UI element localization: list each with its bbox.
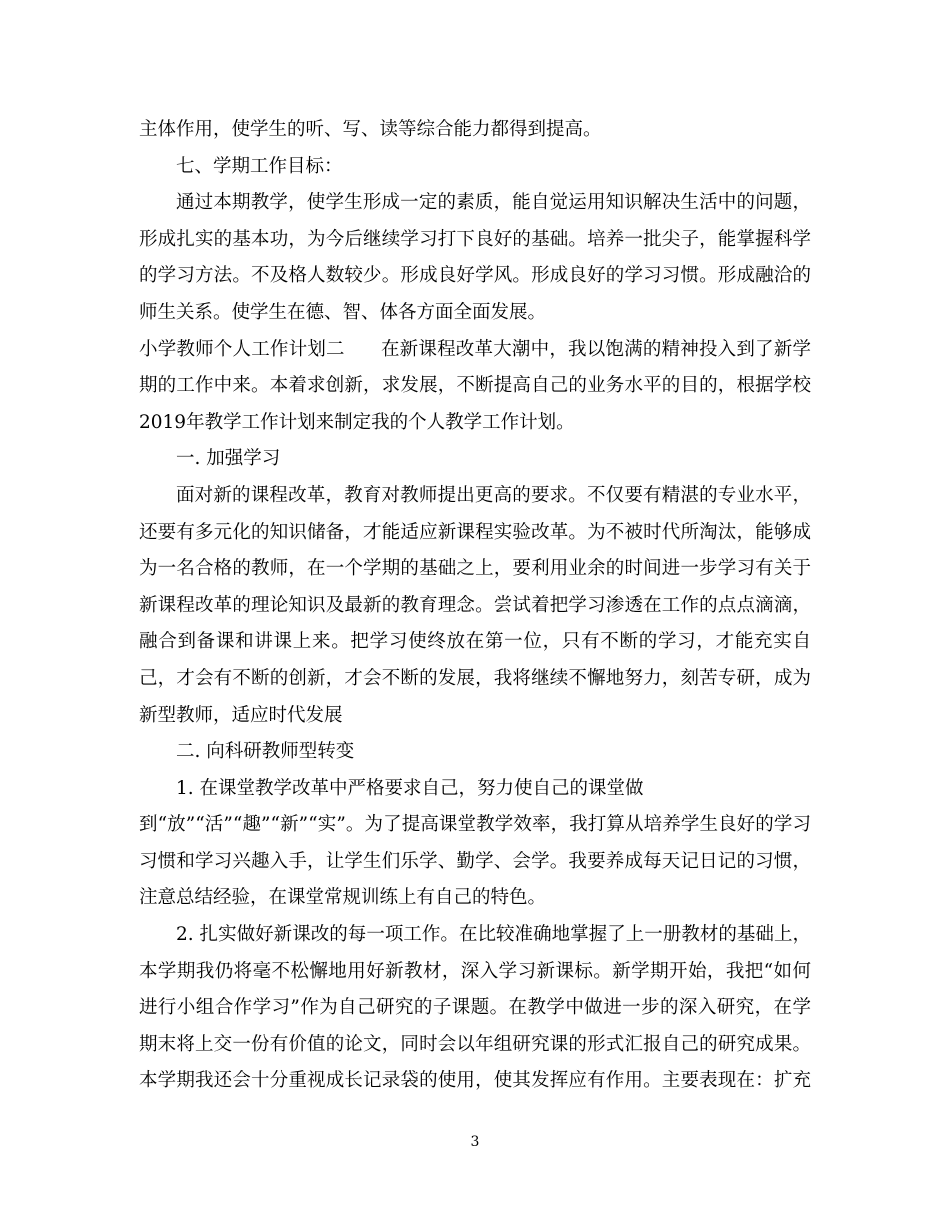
text-line-continuation: 在新课程改革大潮中，我以饱满的精神投入到了新学 [380, 338, 811, 360]
text-line: 注意总结经验，在课堂常规训练上有自己的特色。 [139, 887, 547, 909]
page-number: 3 [470, 1134, 480, 1150]
section-heading: 二. 向科研教师型转变 [176, 741, 355, 763]
text-line: 习惯和学习兴趣入手，让学生们乐学、勤学、会学。我要养成每天记日记的习惯， [139, 850, 811, 872]
text-line: 到“放”“活”“趣”“新”“实”。为了提高课堂教学效率，我打算从培养学生良好的学习 [139, 814, 811, 836]
text-line [139, 332, 811, 369]
text-line: 融合到备课和讲课上来。把学习使终放在第一位，只有不断的学习，才能充实自 [139, 631, 811, 653]
document-section-title: 小学教师个人工作计划二 [139, 338, 345, 360]
text-line: 师生关系。使学生在德、智、体各方面全面发展。 [139, 301, 547, 323]
text-line: 为一名合格的教师，在一个学期的基础之上，要利用业余的时间进一步学习有关于 [139, 558, 811, 580]
text-line: 的学习方法。不及格人数较少。形成良好学风。形成良好的学习习惯。形成融洽的 [139, 265, 811, 287]
document-body [139, 112, 811, 1100]
text-line: 通过本期教学，使学生形成一定的素质，能自觉运用知识解决生活中的问题， [176, 192, 811, 214]
section-heading: 七、学期工作目标： [176, 155, 343, 177]
text-line: 新课程改革的理论知识及最新的教育理念。尝试着把学习渗透在工作的点点滴滴， [139, 594, 811, 616]
section-heading: 一. 加强学习 [176, 448, 281, 470]
text-line: 面对新的课程改革，教育对教师提出更高的要求。不仅要有精湛的专业水平， [176, 484, 811, 506]
text-line: 进行小组合作学习”作为自己研究的子课题。在教学中做进一步的深入研究，在学 [139, 997, 811, 1019]
text-line: 还要有多元化的知识储备，才能适应新课程实验改革。为不被时代所淘汰，能够成 [139, 521, 811, 543]
text-line: 主体作用，使学生的听、写、读等综合能力都得到提高。 [139, 119, 602, 140]
text-line: 新型教师，适应时代发展 [139, 704, 343, 726]
text-line: 2019年教学工作计划来制定我的个人教学工作计划。 [139, 411, 575, 433]
text-line: 期末将上交一份有价值的论文，同时会以年组研究课的形式汇报自己的研究成果。 [139, 1033, 811, 1055]
text-line: 形成扎实的基本功，为今后继续学习打下良好的基础。培养一批尖子，能掌握科学 [139, 228, 811, 250]
text-line: 1. 在课堂教学改革中严格要求自己，努力使自己的课堂做 [176, 777, 644, 799]
text-line: 期的工作中来。本着求创新，求发展，不断提高自己的业务水平的目的，根据学校 [139, 375, 811, 397]
text-line: 2. 扎实做好新课改的每一项工作。在比较准确地掌握了上一册教材的基础上， [176, 924, 811, 946]
text-line: 己，才会有不断的创新，才会不断的发展，我将继续不懈地努力，刻苦专研，成为 [139, 667, 811, 689]
text-line: 本学期我仍将毫不松懈地用好新教材，深入学习新课标。新学期开始，我把“如何 [139, 960, 811, 982]
text-line: 本学期我还会十分重视成长记录袋的使用，使其发挥应有作用。主要表现在：扩充 [139, 1070, 811, 1092]
